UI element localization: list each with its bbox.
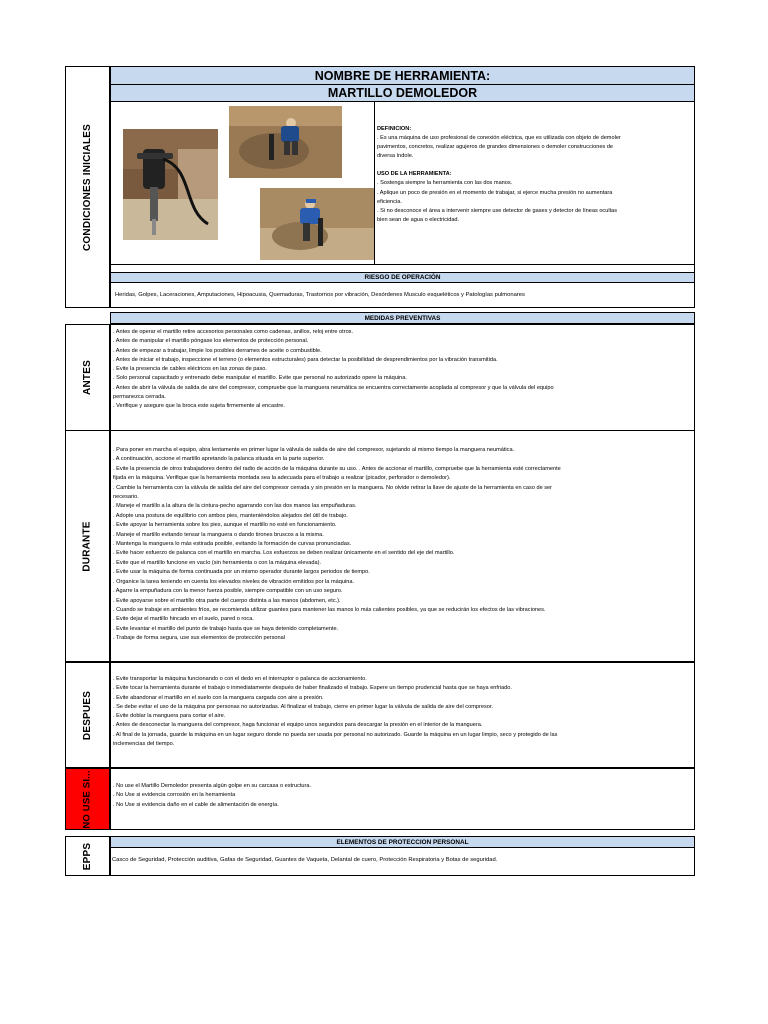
list-item: . Evite usar la máquina de forma continuada por un mismo operador durante largos periodos de tiempo. [113,569,370,576]
list-item: . Evite dejar el martillo hincado en el suelo, pared o roca. [113,616,254,623]
epps-header: ELEMENTOS DE PROTECCION PERSONAL [110,836,695,848]
definition-heading: DEFINICION: [377,126,412,132]
worker-trench-photo [229,106,342,178]
jackhammer-illustration [123,129,218,240]
no-use-list [110,768,695,830]
antes-list [110,324,695,431]
list-item: . Maneje el martillo a la altura de la cintura-pecho agarrando con las dos manos las empuñaduras. [113,503,357,510]
riesgo-text-cell [110,282,695,308]
usage-line: . Sostenga siempre la herramienta con las dos manos. [377,180,513,187]
tool-name: MARTILLO DEMOLEDOR [110,84,695,102]
list-item: . Antes de abrir la válvula de salida de aire del compresor, compruebe que la manguera neumática se encuentra correctamente acoplada al compresor y que la válvula del equipo [113,384,554,391]
list-item: . Solo personal capacitado y entrenado debe manipular el martillo. Evite que personal no autorizado opere la máquina. [113,375,407,382]
worker-demolition-illustration [260,188,374,260]
list-item: . Cambie la herramienta con la válvula de salida del aire del compresor cerrada y sin presión en la manguera. No olvide retirar la llave de ajuste de la herramienta en caso de ser [113,484,553,491]
definition-line: diversa índole. [377,153,414,160]
medidas-header: MEDIDAS PREVENTIVAS [110,312,695,324]
list-item: . Evite apoyar la herramienta sobre los pies, aunque el martillo no esté en funcionamiento. [113,522,337,529]
usage-line: . Si no desconoce el área a intervenir siempre use detector de gases y detector de líneas ocultas [377,207,618,214]
list-item: . Adopte una postura de equilibrio con ambos pies, manteniéndolos alejados del útil de trabajo. [113,512,348,519]
riesgo-text: Heridas, Golpes, Laceraciones, Amputaciones, Hipoacusia, Quemaduras, Trastornos por vibración, Desórdenes Musculo esqueléticos y Patologías pulmonares [115,292,525,298]
usage-line: eficiencia. [377,198,402,205]
list-item: . Trabaje de forma segura, use sus elementos de protección personal [113,635,285,642]
list-item: . Evite que el martillo funcione en vacío (sin herramienta o con la máquina elevada). [113,559,322,566]
list-item: . No Use si evidencia daño en el cable de alimentación de energía. [113,801,279,808]
list-item: . Evite la presencia de cables eléctricos en las zonas de paso. [113,366,267,373]
list-item: . No Use si evidencia corrosión en la herramienta [113,792,236,799]
list-item: . Al final de la jornada, guarde la máquina en un lugar seguro donde no pueda ser usada por personal no autorizado. Guarde la máquina en un lugar limpio, seco y protegido de las [113,731,558,738]
jackhammer-photo [123,129,218,240]
list-item: . Evite tocar la herramienta durante el trabajo o inmediatamente después de haber finalizado el trabajo. Espere un tiempo prudencial hasta que se haya enfriado. [113,685,512,692]
list-item: fijada en la máquina. Verifique que la herramienta montada sea la adecuada para el trabajo a realizar (picador, perforador o demoledor). [113,475,451,482]
side-label-condiciones: CONDICIONES INICIALES [65,66,110,308]
list-item: permanezca cerrada. [113,394,166,401]
list-item: . Maneje el martillo evitando tensar la manguera o dando tirones bruscos a la misma. [113,531,324,538]
side-label-antes: ANTES [65,324,110,431]
list-item: inclemencias del tiempo. [113,741,175,748]
side-label-no-use: NO USE SI... [65,768,110,830]
list-item: . Antes de iniciar el trabajo, inspeccione el terreno (o elementos estructurales) para detectar la posibilidad de desprendimientos por la vibración transmitida. [113,356,498,363]
list-item: . Evite levantar el martillo del punto de trabajo hasta que se haya detenido completamente. [113,625,339,632]
definition-line: . Es una máquina de uso profesional de conexión eléctrica, que es utilizada con objeto de demoler [377,135,621,142]
list-item: . A continuación, accione el martillo apretando la palanca situada en la parte superior. [113,456,325,463]
definition-line: pavimentos, concretos, realizar agujeros de grandes dimensiones o demoler construcciones de [377,144,613,151]
riesgo-header: RIESGO DE OPERACIÓN [110,272,695,283]
usage-line: bien sean de agua o electricidad. [377,216,460,223]
list-item: . Antes de operar el martillo retire accesorios personales como cadenas, anillos, reloj entre otros. [113,329,354,335]
sheet-title: NOMBRE DE HERRAMIENTA: [110,66,695,85]
list-item: . Para poner en marcha el equipo, abra lentamente en primer lugar la válvula de salida de aire del compresor, sujetando al mismo tiempo la manguera neumática. [113,447,515,453]
despues-list [110,662,695,768]
list-item: . Antes de desconectar la manguera del compresor, haga funcionar el equipo unos segundos para descargar la presión en el interior de la manguera. [113,722,483,729]
worker-trench-illustration [229,106,342,178]
list-item: . Organice la tarea teniendo en cuenta los elevados niveles de vibración emitidos por la máquina. [113,578,354,585]
list-item: . Antes de manipular el martillo póngase los elementos de protección personal. [113,338,309,345]
side-label-durante: DURANTE [65,430,110,662]
list-item: . Evite doblar la manguera para cortar el aire. [113,713,226,720]
list-item: necesario. [113,494,139,501]
epps-text: Casco de Seguridad, Protección auditiva, Gafas de Seguridad, Guantes de Vaqueta, Delantal de cuero, Protección Respiratoria y Botas de seguridad. [112,857,498,863]
list-item: . Cuando se trabaje en ambientes fríos, se recomienda utilizar guantes para mantener las manos lo más calientes posibles, ya que se reducirán los efectos de las vibraciones. [113,606,546,613]
epps-text-cell [110,847,695,876]
usage-line: . Aplique un poco de presión en el momento de trabajar, si ejerce mucha presión no aumentara [377,189,613,196]
worker-demolition-photo [260,188,374,260]
list-item: . Mantenga la manguera lo más estirada posible, evitando la formación de curvas pronunciadas. [113,541,352,548]
side-label-despues: DESPUES [65,662,110,768]
list-item: . Antes de empezar a trabajar, limpie los posibles derrames de aceite o combustible. [113,347,322,354]
definition-text-block [377,125,693,225]
durante-list [110,430,695,662]
list-item: . Evite la presencia de otros trabajadores dentro del radio de acción de la máquina durante su uso. . Antes de accionar el martillo, compruebe que la herramienta esté correctamente [113,465,561,472]
list-item: . Evite transportar la máquina funcionando o con el dedo en el interruptor o palanca de accionamiento. [113,676,367,682]
list-item: . Se debe evitar el uso de la máquina por personas no autorizadas. Al finalizar el trabajo, cierre en primer lugar la válvula de salida de aire del compresor. [113,703,493,710]
list-item: . Evite apoyarse sobre el martillo otra parte del cuerpo distinta a las manos (abdomen, etc.). [113,597,341,604]
list-item: . Evite hacer esfuerzo de palanca con el martillo en marcha. Los esfuerzos se deben realizar únicamente en el sentido del eje del martillo. [113,550,455,557]
list-item: . Evite abandonar el martillo en el suelo con la manguera cargada con aire a presión. [113,694,324,701]
list-item: . No use el Martillo Demoledor presenta algún golpe en su carcasa o estructura. [113,783,312,789]
list-item: . Agarre la empuñadura con la menor fuerza posible, siempre compatible con un uso seguro. [113,588,343,595]
usage-heading: USO DE LA HERRAMIENTA: [377,171,452,178]
side-label-epps: EPPS [65,836,110,876]
list-item: . Verifique y asegure que la broca este sujeta firmemente al encastre. [113,403,285,410]
